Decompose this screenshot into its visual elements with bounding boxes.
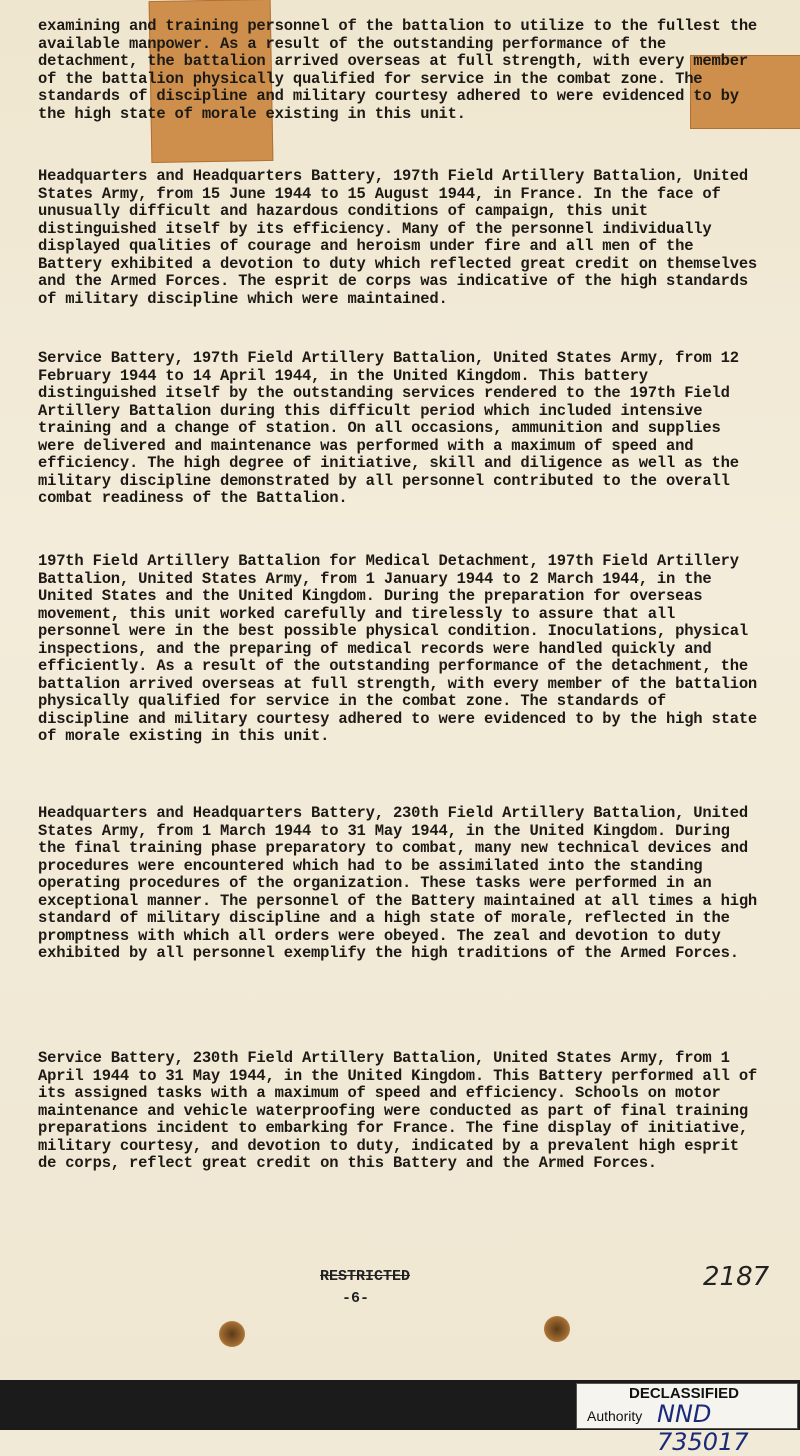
stamp-label: Authority — [587, 1408, 643, 1424]
declassified-stamp — [576, 1383, 798, 1456]
stamp-authority-value: NND 735017 — [657, 1400, 749, 1456]
handwritten-number: 2187 — [703, 1262, 770, 1292]
paragraph-continued: examining and training personnel of the battalion to utilize to the fullest the available manpower. As a result of the outstanding performance of the detachment, the battalion arrived overseas at full strength, with every member of the battalion physically qualified for service in the combat zone. The standards of discipline and military courtesy adhered to were evidenced to by the high state of morale existing in this unit. — [38, 17, 767, 123]
paragraph-hq-197th: Headquarters and Headquarters Battery, 197th Field Artillery Battalion, United States Army, from 15 June 1944 to 15 August 1944, in France. In the face of unusually difficult and hazardous conditions of campaign, this unit distinguished itself by its efficiency. Many of the personnel individually displayed qualities of courage and heroism under fire and all men of the Battery exhibited a devotion to duty which reflected great credit on themselves and the Armed Forces. The esprit de corps was indicative of the high standards of military discipline which were maintained. — [38, 167, 767, 308]
punch-hole-right — [544, 1316, 570, 1342]
paragraph-service-197th: Service Battery, 197th Field Artillery Battalion, United States Army, from 12 February 1944 to 14 April 1944, in the United Kingdom. This battery distinguished itself by the outstanding services rendered to the 197th Field Artillery Battalion during this difficult period which included intensive training and a change of station. On all occasions, ammunition and supplies were delivered and maintenance was performed with a maximum of speed and efficiency. The high degree of initiative, skill and diligence as well as the military discipline demonstrated by all personnel contributed to the overall combat readiness of the Battalion. — [38, 349, 748, 507]
paragraph-medical-197th: 197th Field Artillery Battalion for Medical Detachment, 197th Field Artillery Battalion, United States Army, from 1 January 1944 to 2 March 1944, in the United States and the United Kingdom. During the preparation for overseas movement, this unit worked carefully and tirelessly to assure that all personnel were in the best possible physical condition. Inoculations, physical inspections, and the preparing of medical records were handled quickly and efficiently. As a result of the outstanding performance of the detachment, the battalion arrived overseas at full strength, with every member of the battalion physically qualified for service in the combat zone. The standards of discipline and military courtesy adhered to were evidenced to by the high state of morale existing in this unit. — [38, 552, 767, 745]
page-number: -6- — [342, 1290, 370, 1307]
punch-hole-left — [219, 1321, 245, 1347]
stamp-title: DECLASSIFIED — [629, 1385, 740, 1402]
security-marking: RESTRICTED — [320, 1268, 411, 1285]
paragraph-hq-230th: Headquarters and Headquarters Battery, 230th Field Artillery Battalion, United States Army, from 1 March 1944 to 31 May 1944, in the United Kingdom. During the final training phase preparatory to combat, many new technical devices and procedures were encountered which had to be assimilated into the standing operating procedures of the organization. These tasks were performed in an exceptional manner. The personnel of the Battery maintained at all times a high standard of military discipline and a high state of morale, reflected in the promptness with which all orders were obeyed. The zeal and devotion to duty exhibited by all personnel exemplify the high traditions of the Armed Forces. — [38, 804, 767, 962]
paragraph-service-230th: Service Battery, 230th Field Artillery Battalion, United States Army, from 1 April 1944 to 31 May 1944, in the United Kingdom. This Battery performed all of its assigned tasks with a maximum of speed and efficiency. Schools on motor maintenance and vehicle waterproofing were conducted as part of final training preparations incident to embarking for France. The fine display of initiative, military courtesy, and devotion to duty, indicated by a prevalent high esprit de corps, reflect great credit on this Battery and the Armed Forces. — [38, 1049, 767, 1172]
